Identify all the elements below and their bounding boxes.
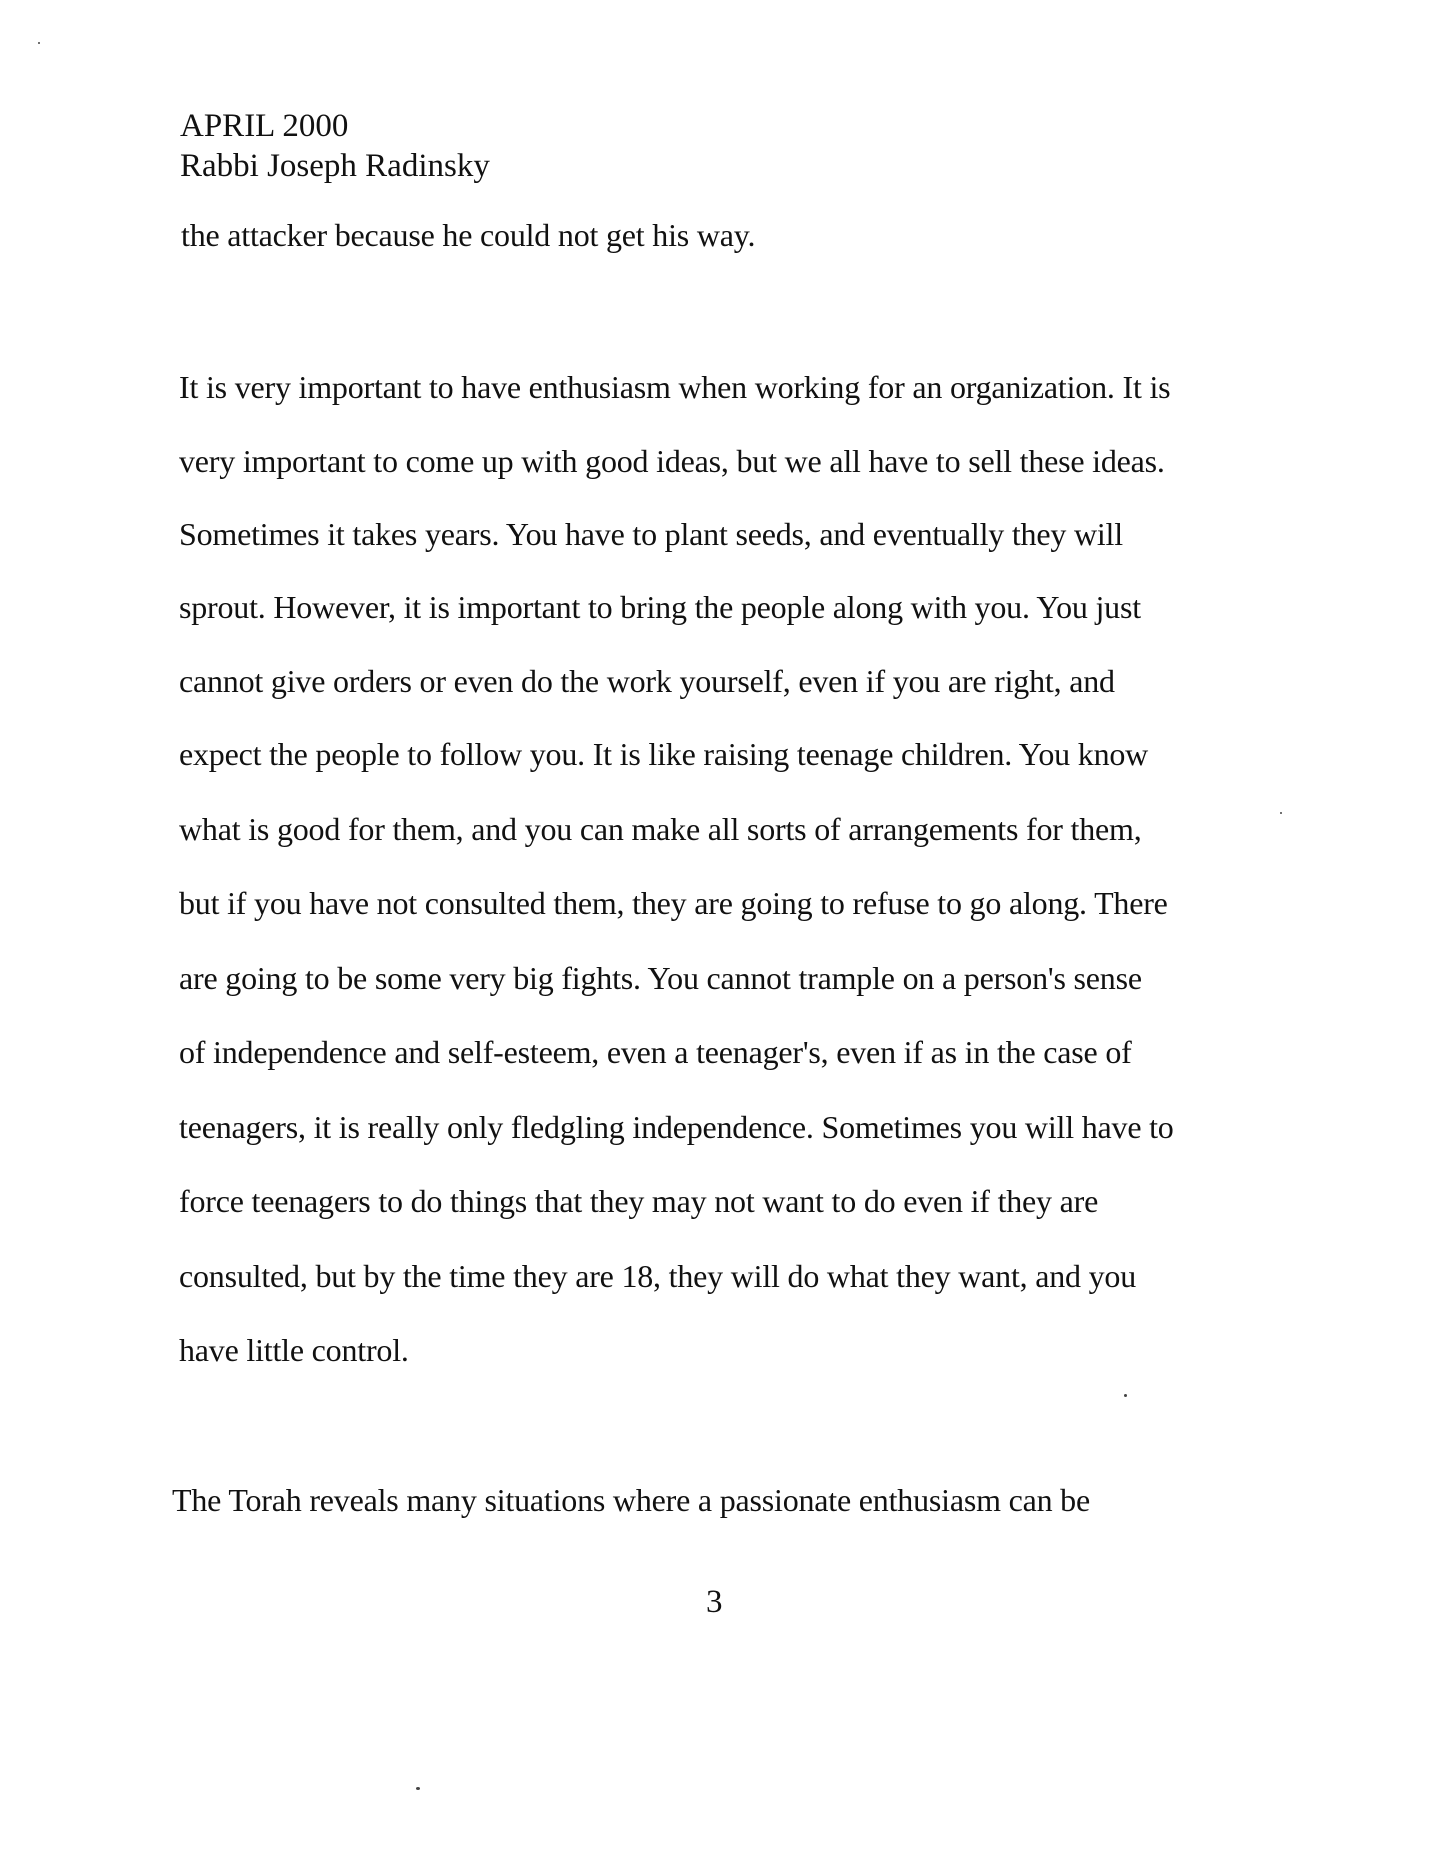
page-number: 3: [706, 1584, 723, 1620]
paragraph-line: sprout. However, it is important to bring the people along with you. You just: [179, 589, 1141, 625]
paragraph-line: The Torah reveals many situations where a passionate enthusiasm can be: [172, 1482, 1090, 1518]
continuation-line: the attacker because he could not get his way.: [181, 217, 756, 253]
paragraph-line: Sometimes it takes years. You have to plant seeds, and eventually they will: [179, 516, 1123, 552]
paragraph-line: but if you have not consulted them, they are going to refuse to go along. There: [179, 885, 1168, 921]
paragraph-line: have little control.: [179, 1332, 409, 1368]
header-date: APRIL 2000: [180, 108, 349, 144]
paragraph-line: of independence and self-esteem, even a teenager's, even if as in the case of: [179, 1034, 1132, 1070]
page-header: [180, 106, 490, 186]
header-author: Rabbi Joseph Radinsky: [180, 148, 490, 184]
paragraph-line: are going to be some very big fights. You cannot trample on a person's sense: [179, 960, 1142, 996]
paragraph-line: cannot give orders or even do the work yourself, even if you are right, and: [179, 663, 1115, 699]
scan-speck: [38, 42, 40, 44]
paragraph-line: very important to come up with good ideas, but we all have to sell these ideas.: [179, 443, 1165, 479]
paragraph-line: teenagers, it is really only fledgling independence. Sometimes you will have to: [179, 1109, 1174, 1145]
scan-speck: [1280, 812, 1282, 814]
paragraph-line: consulted, but by the time they are 18, they will do what they want, and you: [179, 1258, 1137, 1294]
paragraph-line: force teenagers to do things that they may not want to do even if they are: [179, 1183, 1099, 1219]
scan-speck: [1124, 1394, 1127, 1397]
paragraph-line: It is very important to have enthusiasm when working for an organization. It is: [179, 369, 1171, 405]
paragraph-line: what is good for them, and you can make all sorts of arrangements for them,: [179, 811, 1142, 847]
paragraph-line: expect the people to follow you. It is like raising teenage children. You know: [179, 736, 1149, 772]
scan-speck: [416, 1787, 420, 1790]
